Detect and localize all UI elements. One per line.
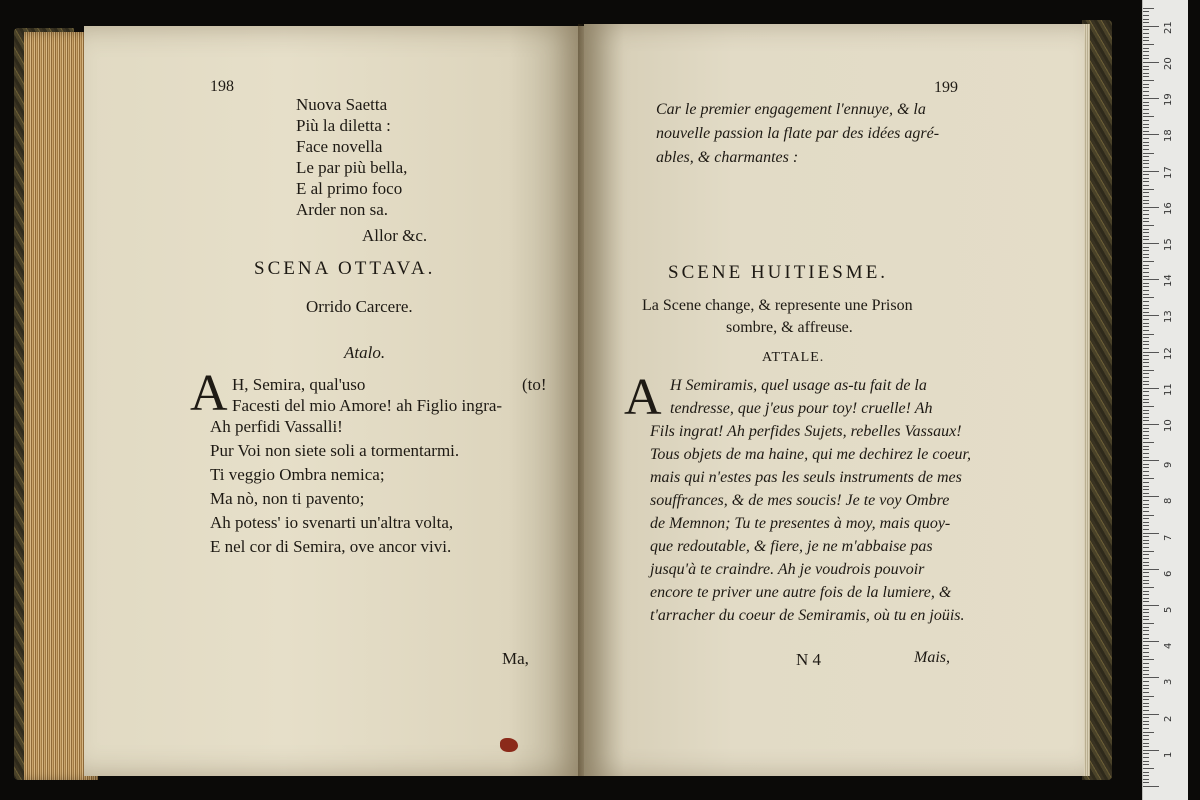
ruler-tick bbox=[1143, 131, 1149, 132]
ruler-tick bbox=[1143, 265, 1149, 266]
speech-line: Facesti del mio Amore! ah Figlio ingra- bbox=[232, 396, 503, 415]
scene-heading: SCENA OTTAVA. bbox=[254, 258, 436, 279]
ruler-tick bbox=[1143, 276, 1149, 277]
ruler-tick bbox=[1143, 319, 1149, 320]
ruler-tick bbox=[1143, 95, 1149, 96]
ruler-tick bbox=[1143, 533, 1159, 534]
ruler-tick bbox=[1143, 153, 1154, 154]
ruler-tick bbox=[1143, 663, 1149, 664]
ruler-tick bbox=[1143, 334, 1154, 335]
ruler-tick bbox=[1143, 156, 1149, 157]
page-number: 199 bbox=[934, 79, 958, 96]
ruler-tick bbox=[1143, 134, 1159, 135]
ruler-tick bbox=[1143, 62, 1159, 63]
ruler-tick bbox=[1143, 145, 1149, 146]
verse-line: Nuova Saetta bbox=[296, 95, 388, 114]
ruler-tick bbox=[1143, 29, 1149, 30]
ruler-tick bbox=[1143, 572, 1149, 573]
ruler-tick bbox=[1143, 569, 1159, 570]
speech-line: H Semiramis, quel usage as-tu fait de la bbox=[670, 377, 927, 394]
ruler-tick bbox=[1143, 768, 1154, 769]
ruler-tick bbox=[1143, 294, 1149, 295]
ruler-tick bbox=[1143, 268, 1149, 269]
ruler-tick bbox=[1143, 782, 1149, 783]
catchword: Mais, bbox=[914, 649, 950, 666]
ruler-tick bbox=[1143, 775, 1149, 776]
ruler-tick bbox=[1143, 417, 1149, 418]
ruler-tick bbox=[1143, 120, 1149, 121]
ruler-label: 4 bbox=[1163, 642, 1174, 650]
ruler-tick bbox=[1143, 761, 1149, 762]
ruler-tick bbox=[1143, 232, 1149, 233]
ruler-label: 16 bbox=[1163, 202, 1174, 215]
ruler-tick bbox=[1143, 449, 1149, 450]
ruler-tick bbox=[1143, 435, 1149, 436]
ruler-tick bbox=[1143, 674, 1149, 675]
speech-line: encore te priver une autre fois de la lumiere, & bbox=[650, 584, 952, 601]
ruler-tick bbox=[1143, 710, 1149, 711]
ruler-label: 13 bbox=[1163, 310, 1174, 324]
ruler-tick bbox=[1143, 58, 1149, 59]
ruler-tick bbox=[1143, 453, 1149, 454]
ruler-tick bbox=[1143, 612, 1149, 613]
ruler-tick bbox=[1143, 312, 1149, 313]
ruler-tick bbox=[1143, 76, 1149, 77]
ruler-tick bbox=[1143, 410, 1149, 411]
ruler-tick bbox=[1143, 703, 1149, 704]
ruler-tick bbox=[1143, 743, 1149, 744]
ruler-tick bbox=[1143, 724, 1149, 725]
ruler-tick bbox=[1143, 605, 1159, 606]
ruler-tick bbox=[1143, 8, 1154, 9]
ruler-tick bbox=[1143, 388, 1159, 389]
ruler-tick bbox=[1143, 189, 1154, 190]
ruler-tick bbox=[1143, 48, 1149, 49]
ruler-tick bbox=[1143, 105, 1149, 106]
ruler-tick bbox=[1143, 44, 1154, 45]
ruler-tick bbox=[1143, 540, 1149, 541]
ruler-tick bbox=[1143, 518, 1149, 519]
ruler-tick bbox=[1143, 685, 1149, 686]
right-page bbox=[584, 24, 1084, 776]
speech-line: E nel cor di Semira, ove ancor vivi. bbox=[210, 537, 452, 556]
ruler-tick bbox=[1143, 667, 1149, 668]
ruler-tick bbox=[1143, 174, 1149, 175]
speech-line: H, Semira, qual'uso bbox=[232, 375, 366, 394]
ruler-label: 6 bbox=[1163, 570, 1174, 577]
speech-line: Pur Voi non siete soli a tormentarmi. bbox=[210, 441, 460, 460]
ruler-tick bbox=[1143, 283, 1149, 284]
ruler-tick bbox=[1143, 178, 1149, 179]
ruler-tick bbox=[1143, 116, 1154, 117]
ruler-tick bbox=[1143, 330, 1149, 331]
ruler-tick bbox=[1143, 286, 1149, 287]
ruler-tick bbox=[1143, 558, 1149, 559]
ruler-tick bbox=[1143, 493, 1149, 494]
ruler-tick bbox=[1143, 19, 1149, 20]
ruler-tick bbox=[1143, 464, 1149, 465]
ruler-tick bbox=[1143, 438, 1149, 439]
ruler-tick bbox=[1143, 210, 1149, 211]
ruler-tick bbox=[1143, 377, 1149, 378]
ruler-tick bbox=[1143, 580, 1149, 581]
ruler-tick bbox=[1143, 355, 1149, 356]
ruler-tick bbox=[1143, 594, 1149, 595]
ruler-tick bbox=[1143, 250, 1149, 251]
ruler-tick bbox=[1143, 192, 1149, 193]
ruler-label: 7 bbox=[1163, 534, 1174, 541]
ruler-tick bbox=[1143, 598, 1149, 599]
ruler-tick bbox=[1143, 562, 1149, 563]
ruler-tick bbox=[1143, 301, 1149, 302]
speech-line: Ti veggio Ombra nemica; bbox=[210, 465, 385, 484]
ruler-tick bbox=[1143, 142, 1149, 143]
ruler-tick bbox=[1143, 138, 1149, 139]
ruler-label: 19 bbox=[1163, 93, 1174, 107]
ruler-tick bbox=[1143, 181, 1149, 182]
speech-line: mais qui n'estes pas les seuls instruments de mes bbox=[650, 469, 962, 486]
ruler-tick bbox=[1143, 525, 1149, 526]
speech-line: Fils ingrat! Ah perfides Sujets, rebelles Vassaux! bbox=[650, 423, 962, 440]
red-wax-mark bbox=[500, 738, 518, 752]
ruler-tick bbox=[1143, 399, 1149, 400]
ruler-label: 10 bbox=[1163, 419, 1174, 432]
text-line: nouvelle passion la flate par des idées agré- bbox=[656, 125, 940, 142]
ruler-tick bbox=[1143, 395, 1149, 396]
ruler-tick bbox=[1143, 279, 1159, 280]
ruler-tick bbox=[1143, 659, 1154, 660]
page-number: 198 bbox=[210, 78, 234, 95]
ruler-tick bbox=[1143, 84, 1149, 85]
ruler-tick bbox=[1143, 467, 1149, 468]
ruler-tick bbox=[1143, 446, 1149, 447]
ruler-tick bbox=[1143, 196, 1149, 197]
ruler-tick bbox=[1143, 609, 1149, 610]
ruler-tick bbox=[1143, 413, 1149, 414]
signature-mark: N 4 bbox=[796, 650, 822, 669]
ruler-tick bbox=[1143, 384, 1149, 385]
speech-line: Ah potess' io svenarti un'altra volta, bbox=[210, 513, 454, 532]
ruler-tick bbox=[1143, 772, 1149, 773]
ruler-tick bbox=[1143, 486, 1149, 487]
ruler-tick bbox=[1143, 207, 1159, 208]
ruler-tick bbox=[1143, 348, 1149, 349]
ruler-label: 20 bbox=[1163, 57, 1174, 70]
ruler-tick bbox=[1143, 80, 1154, 81]
ruler-tick bbox=[1143, 40, 1149, 41]
ruler-tick bbox=[1143, 442, 1154, 443]
ruler-tick bbox=[1143, 308, 1149, 309]
ruler-label: 8 bbox=[1163, 498, 1174, 505]
ruler-tick bbox=[1143, 257, 1149, 258]
ruler-tick bbox=[1143, 757, 1149, 758]
speech-line: de Memnon; Tu te presentes à moy, mais quoy- bbox=[650, 515, 951, 532]
text-line: ables, & charmantes : bbox=[656, 149, 799, 166]
ruler-tick bbox=[1143, 735, 1149, 736]
ruler-label: 21 bbox=[1163, 21, 1174, 34]
left-page bbox=[84, 26, 584, 776]
speech-line: Ah perfidi Vassalli! bbox=[210, 417, 343, 436]
ruler-tick bbox=[1143, 507, 1149, 508]
ruler-label: 14 bbox=[1163, 274, 1174, 288]
ruler-tick bbox=[1143, 677, 1159, 678]
ruler-tick bbox=[1143, 98, 1159, 99]
ruler-tick bbox=[1143, 543, 1149, 544]
ruler-tick bbox=[1143, 670, 1149, 671]
speech-line: Tous objets de ma haine, qui me dechirez le coeur, bbox=[650, 446, 971, 463]
ruler-tick bbox=[1143, 732, 1154, 733]
speech-line: jusqu'à te craindre. Ah je voudrois pouvoir bbox=[650, 561, 925, 578]
ruler-tick bbox=[1143, 69, 1149, 70]
ruler-tick bbox=[1143, 225, 1154, 226]
ruler-tick bbox=[1143, 696, 1154, 697]
ruler-tick bbox=[1143, 652, 1149, 653]
ruler-tick bbox=[1143, 373, 1149, 374]
ruler-tick bbox=[1143, 359, 1149, 360]
ruler-label: 15 bbox=[1163, 238, 1174, 251]
speech-line: t'arracher du coeur de Semiramis, où tu en joüis. bbox=[650, 607, 965, 624]
ruler-tick bbox=[1143, 489, 1149, 490]
ruler-tick bbox=[1143, 645, 1149, 646]
ruler-tick bbox=[1143, 753, 1149, 754]
measuring-ruler bbox=[1142, 0, 1188, 800]
ruler-tick bbox=[1143, 167, 1149, 168]
ruler-tick bbox=[1143, 764, 1149, 765]
ruler-tick bbox=[1143, 721, 1149, 722]
ruler-tick bbox=[1143, 536, 1149, 537]
ruler-tick bbox=[1143, 529, 1149, 530]
ruler-tick bbox=[1143, 366, 1149, 367]
ruler-tick bbox=[1143, 648, 1149, 649]
ruler-tick bbox=[1143, 352, 1159, 353]
ruler-tick bbox=[1143, 236, 1149, 237]
ruler-tick bbox=[1143, 33, 1149, 34]
speech-line: Ma nò, non ti pavento; bbox=[210, 489, 365, 508]
ruler-tick bbox=[1143, 218, 1149, 219]
text-line: Car le premier engagement l'ennuye, & la bbox=[656, 101, 926, 118]
ruler-tick bbox=[1143, 496, 1159, 497]
ruler-tick bbox=[1143, 254, 1149, 255]
ruler-tick bbox=[1143, 431, 1149, 432]
ruler-tick bbox=[1143, 641, 1159, 642]
catchword: Ma, bbox=[502, 649, 529, 668]
ruler-tick bbox=[1143, 688, 1149, 689]
ruler-tick bbox=[1143, 341, 1149, 342]
ruler-tick bbox=[1143, 420, 1149, 421]
ruler-tick bbox=[1143, 305, 1149, 306]
ruler-tick bbox=[1143, 239, 1149, 240]
ruler-tick bbox=[1143, 515, 1154, 516]
ruler-tick bbox=[1143, 203, 1149, 204]
verse-line: Le par più bella, bbox=[296, 158, 408, 177]
ruler-tick bbox=[1143, 706, 1149, 707]
ruler-label: 2 bbox=[1163, 715, 1174, 722]
ruler-tick bbox=[1143, 26, 1159, 27]
ruler-tick bbox=[1143, 699, 1149, 700]
scene-setting: sombre, & affreuse. bbox=[726, 319, 853, 336]
ruler-tick bbox=[1143, 583, 1149, 584]
ruler-label: 17 bbox=[1163, 165, 1174, 179]
ruler-tick bbox=[1143, 261, 1154, 262]
ruler-tick bbox=[1143, 15, 1149, 16]
ruler-tick bbox=[1143, 200, 1149, 201]
ruler-tick bbox=[1143, 616, 1149, 617]
ruler-tick bbox=[1143, 51, 1149, 52]
ruler-tick bbox=[1143, 428, 1149, 429]
scene-setting: La Scene change, & represente une Prison bbox=[642, 297, 913, 314]
drop-cap: A bbox=[190, 365, 228, 422]
verse-line: Face novella bbox=[296, 137, 383, 156]
ruler-tick bbox=[1143, 127, 1149, 128]
ruler-tick bbox=[1143, 247, 1149, 248]
ruler-tick bbox=[1143, 591, 1149, 592]
ruler-tick bbox=[1143, 717, 1149, 718]
ruler-tick bbox=[1143, 786, 1159, 787]
scene-setting: Orrido Carcere. bbox=[306, 297, 413, 316]
ruler-tick bbox=[1143, 457, 1149, 458]
ruler-tick bbox=[1143, 587, 1154, 588]
ruler-tick bbox=[1143, 66, 1149, 67]
speaker-name: Atalo. bbox=[344, 343, 386, 362]
ruler-tick bbox=[1143, 779, 1149, 780]
ruler-tick bbox=[1143, 362, 1149, 363]
ruler-tick bbox=[1143, 500, 1149, 501]
ruler-tick bbox=[1143, 551, 1154, 552]
ruler-tick bbox=[1143, 37, 1149, 38]
ruler-label: 11 bbox=[1163, 383, 1174, 396]
ruler-tick bbox=[1143, 315, 1159, 316]
ruler-tick bbox=[1143, 576, 1149, 577]
scene-heading: SCENE HUITIESME. bbox=[668, 262, 889, 283]
ruler-tick bbox=[1143, 482, 1149, 483]
ruler-label: 18 bbox=[1163, 129, 1174, 143]
ruler-tick bbox=[1143, 406, 1154, 407]
ruler-tick bbox=[1143, 475, 1149, 476]
ruler-tick bbox=[1143, 627, 1149, 628]
ruler-tick bbox=[1143, 87, 1149, 88]
verse-line: Più la diletta : bbox=[296, 116, 391, 135]
ruler-tick bbox=[1143, 91, 1149, 92]
ruler-tick bbox=[1143, 326, 1149, 327]
ruler-tick bbox=[1143, 460, 1159, 461]
ruler-tick bbox=[1143, 185, 1149, 186]
ruler-label: 3 bbox=[1163, 679, 1174, 686]
ruler-tick bbox=[1143, 511, 1149, 512]
ruler-tick bbox=[1143, 381, 1149, 382]
ruler-tick bbox=[1143, 11, 1149, 12]
ruler-label: 5 bbox=[1163, 606, 1174, 613]
refrain: Allor &c. bbox=[362, 226, 428, 245]
ruler-label: 12 bbox=[1163, 346, 1174, 360]
drop-cap: A bbox=[624, 369, 662, 426]
ruler-label: 1 bbox=[1163, 751, 1174, 758]
ruler-tick bbox=[1143, 728, 1149, 729]
ruler-tick bbox=[1143, 73, 1149, 74]
ruler-tick bbox=[1143, 171, 1159, 172]
ruler-tick bbox=[1143, 370, 1154, 371]
ruler-tick bbox=[1143, 290, 1149, 291]
ruler-tick bbox=[1143, 424, 1159, 425]
ruler-tick bbox=[1143, 692, 1149, 693]
speaker-name: ATTALE. bbox=[762, 350, 825, 365]
ruler-tick bbox=[1143, 601, 1149, 602]
ruler-tick bbox=[1143, 323, 1149, 324]
ruler-tick bbox=[1143, 746, 1149, 747]
ruler-tick bbox=[1143, 22, 1149, 23]
verse-line: Arder non sa. bbox=[296, 200, 389, 219]
verse-line: E al primo foco bbox=[296, 179, 403, 198]
ruler-tick bbox=[1143, 681, 1149, 682]
ruler-tick bbox=[1143, 102, 1149, 103]
speech-line: que redoutable, & fiere, je ne m'abbaise pas bbox=[650, 538, 933, 555]
ruler-tick bbox=[1143, 565, 1149, 566]
ruler-tick bbox=[1143, 124, 1149, 125]
ruler-tick bbox=[1143, 522, 1149, 523]
ruler-tick bbox=[1143, 638, 1149, 639]
ruler-tick bbox=[1143, 113, 1149, 114]
ruler-tick bbox=[1143, 109, 1149, 110]
ruler-tick bbox=[1143, 149, 1149, 150]
ruler-tick bbox=[1143, 656, 1149, 657]
ruler-tick bbox=[1143, 547, 1149, 548]
ruler-tick bbox=[1143, 214, 1149, 215]
ruler-tick bbox=[1143, 243, 1159, 244]
ruler-tick bbox=[1143, 630, 1149, 631]
ruler-tick bbox=[1143, 478, 1154, 479]
speech-line: souffrances, & de mes soucis! Je te voy Ombre bbox=[650, 492, 950, 509]
ruler-tick bbox=[1143, 229, 1149, 230]
ruler-tick bbox=[1143, 619, 1149, 620]
ruler-tick bbox=[1143, 272, 1149, 273]
ruler-tick bbox=[1143, 750, 1159, 751]
ruler-tick bbox=[1143, 55, 1149, 56]
ruler-tick bbox=[1143, 160, 1149, 161]
ruler-tick bbox=[1143, 634, 1149, 635]
speech-line: tendresse, que j'eus pour toy! cruelle! Ah bbox=[670, 400, 933, 417]
ruler-tick bbox=[1143, 344, 1149, 345]
margin-word: (to! bbox=[522, 375, 547, 394]
ruler-tick bbox=[1143, 297, 1154, 298]
ruler-tick bbox=[1143, 221, 1149, 222]
ruler-tick bbox=[1143, 471, 1149, 472]
ruler-tick bbox=[1143, 623, 1154, 624]
ruler-tick bbox=[1143, 163, 1149, 164]
ruler-tick bbox=[1143, 554, 1149, 555]
ruler-label: 9 bbox=[1163, 461, 1174, 469]
ruler-tick bbox=[1143, 504, 1149, 505]
ruler-tick bbox=[1143, 391, 1149, 392]
ruler-tick bbox=[1143, 337, 1149, 338]
ruler-tick bbox=[1143, 739, 1149, 740]
ruler-tick bbox=[1143, 402, 1149, 403]
ruler-tick bbox=[1143, 714, 1159, 715]
